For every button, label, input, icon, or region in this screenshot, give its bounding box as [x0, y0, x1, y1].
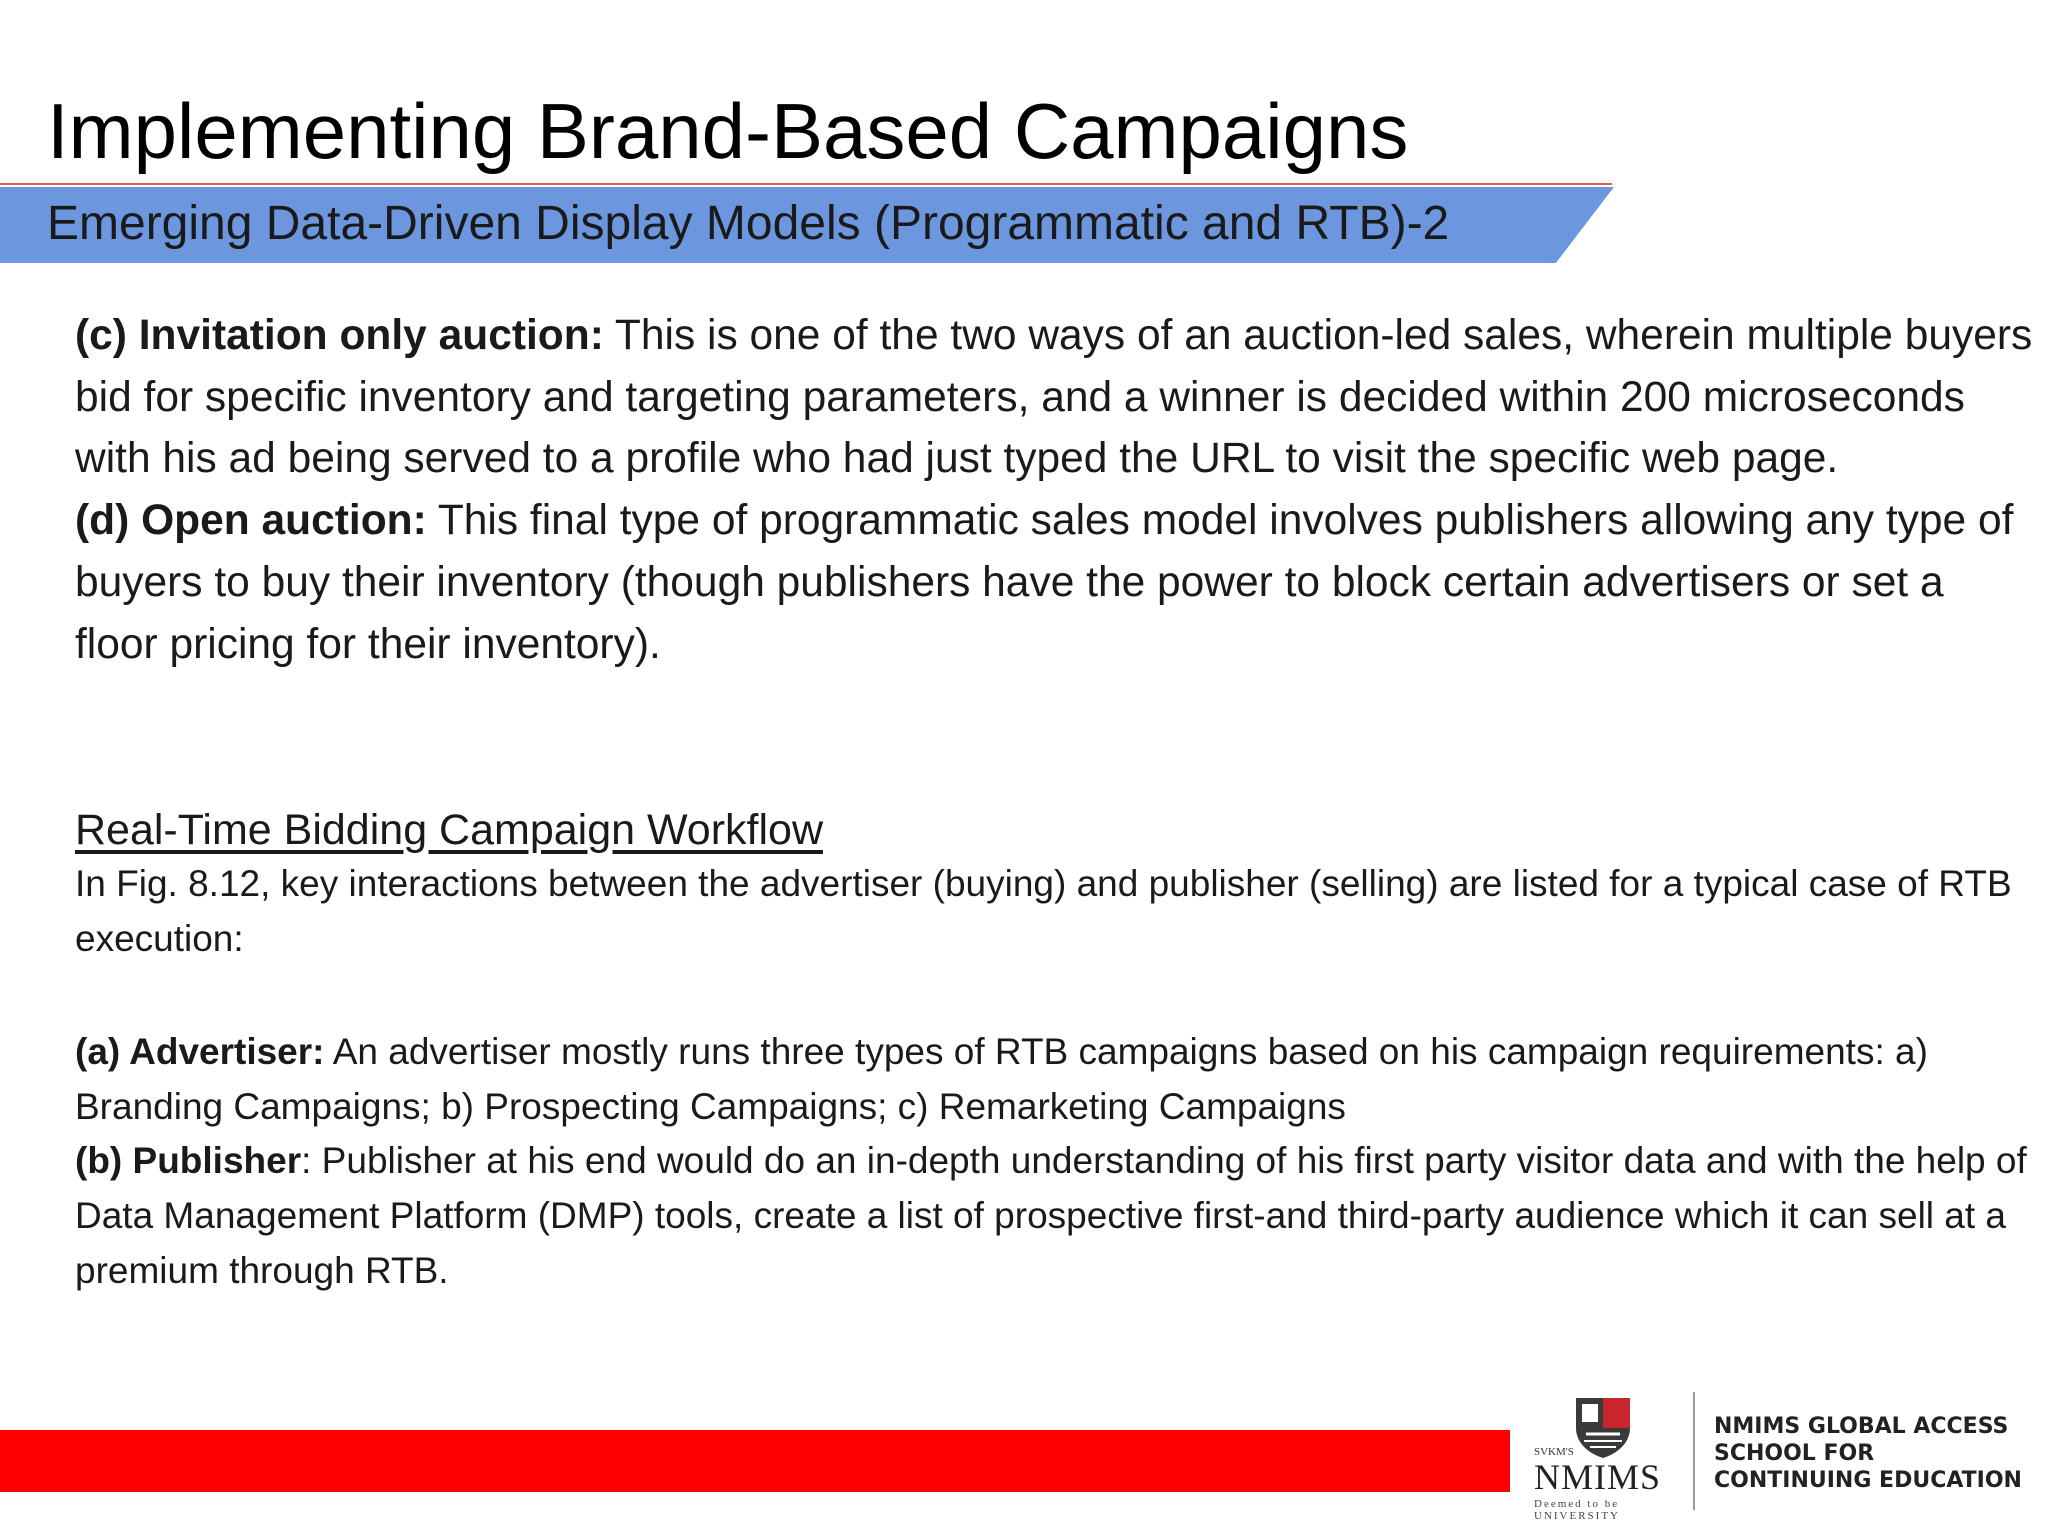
publisher-label: (b) Publisher	[75, 1140, 302, 1182]
paragraph-advertiser	[75, 1025, 2035, 1134]
open-auction-label: (d) Open auction:	[75, 497, 427, 545]
paragraph-open-auction	[75, 490, 2035, 675]
advertiser-text: An advertiser mostly runs three types of RTB campaigns based on his campaign requirements: a) Branding Campaigns; b) Prospecting Campaigns; c) Remarketing Campaigns	[75, 1031, 1928, 1127]
nmims-logo	[1520, 1390, 1680, 1522]
slide-title: Implementing Brand-Based Campaigns	[47, 87, 1409, 175]
paragraph-invitation-auction	[75, 305, 2035, 490]
school-line-3: CONTINUING EDUCATION	[1714, 1468, 2022, 1493]
open-auction-text: This final type of programmatic sales model involves publishers allowing any type of buyers to buy their inventory (though publishers have the power to block certain advertisers or set a floor pricing for their inventory).	[75, 497, 2014, 668]
invitation-auction-label: (c) Invitation only auction:	[75, 312, 604, 359]
publisher-text: : Publisher at his end would do an in-depth understanding of his first party visitor data and with the help of Data Management Platform (DMP) tools, create a list of prospective first-and third-party audience which it can sell at a premium through RTB.	[75, 1140, 2027, 1291]
workflow-section	[75, 803, 2035, 966]
school-line-1: NMIMS GLOBAL ACCESS	[1714, 1414, 2009, 1439]
workflow-intro: In Fig. 8.12, key interactions between the advertiser (buying) and publisher (selling) are listed for a typical case of RTB execution:	[75, 863, 2012, 959]
logo-university: Deemed to be UNIVERSITY	[1534, 1498, 1620, 1522]
title-rule	[0, 183, 1612, 185]
auction-section	[75, 305, 2035, 675]
logo-prefix: SVKM'S	[1534, 1446, 1574, 1458]
shield-icon	[1572, 1394, 1634, 1460]
paragraph-publisher	[75, 1134, 2035, 1298]
advertiser-label: (a) Advertiser:	[75, 1031, 325, 1072]
school-line-2: SCHOOL FOR	[1714, 1441, 1875, 1466]
roles-section	[75, 1025, 2035, 1299]
school-name	[1714, 1413, 2022, 1494]
logo-name: NMIMS	[1534, 1457, 1662, 1497]
invitation-auction-text: This is one of the two ways of an auction-led sales, wherein multiple buyers bid for specific inventory and targeting parameters, and a winner is decided within 200 microseconds with his ad being served to a profile who had just typed the URL to visit the specific web page.	[75, 312, 2033, 483]
workflow-heading: Real-Time Bidding Campaign Workflow	[75, 806, 824, 854]
footer-divider	[1693, 1392, 1695, 1510]
footer-red-bar	[0, 1430, 1510, 1492]
slide-subtitle: Emerging Data-Driven Display Models (Programmatic and RTB)-2	[47, 197, 1450, 250]
